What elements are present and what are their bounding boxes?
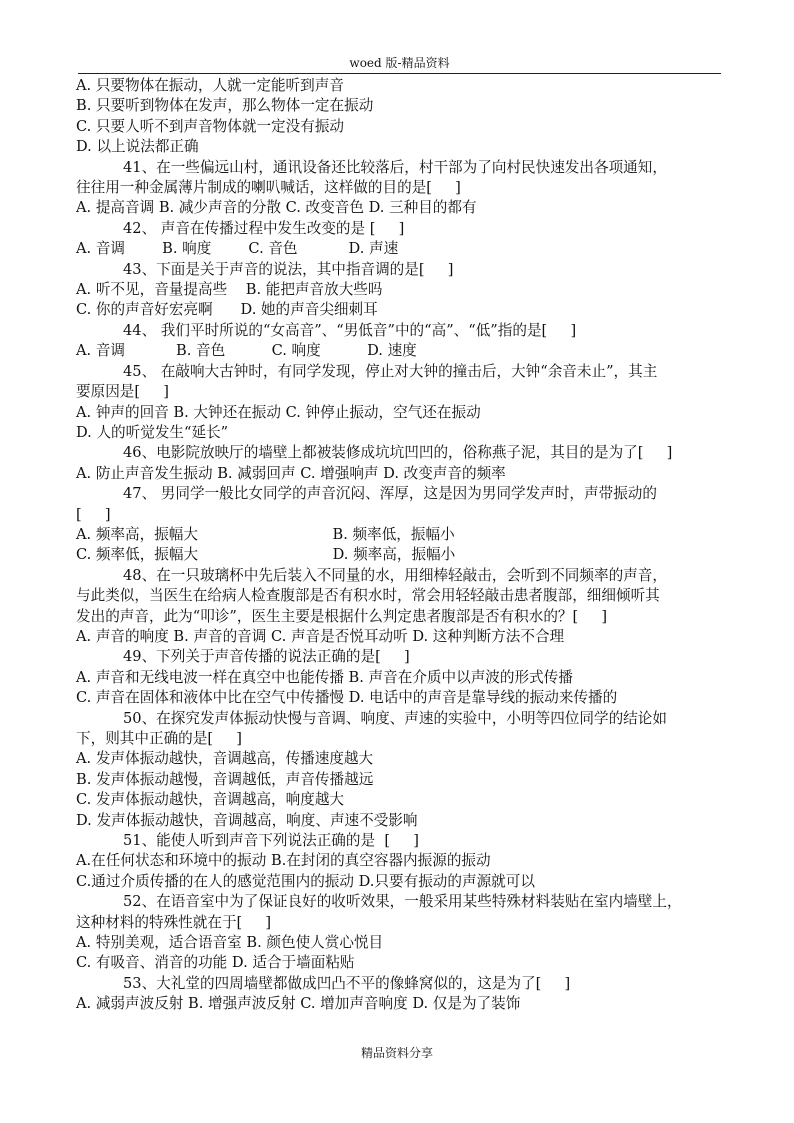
- text-line: D. 发声体振动越快，音调越高，响度、声速不受影响: [76, 811, 418, 829]
- question-line: 44、 我们平时所说的“女高音”、“男低音”中的“高”、“低”指的是[ ]: [123, 321, 577, 339]
- text-line: A. 只要物体在振动，人就一定能听到声音: [76, 77, 344, 94]
- text-line: C. 频率低，振幅大 D. 频率高，振幅小: [76, 546, 456, 564]
- question-line: 53、大礼堂的四周墙壁都做成凹凸不平的像蜂窝似的，这是为了[ ]: [123, 974, 571, 992]
- question-line: 46、电影院放映厅的墙壁上都被装修成坑坑凹凹的，俗称燕子泥，其目的是为了[ ]: [123, 444, 673, 462]
- question-line: 41、在一些偏远山村，通讯设备还比较落后，村干部为了向村民快速发出各项通知，: [123, 158, 667, 176]
- question-line: 48、在一只玻璃杯中先后装入不同量的水，用细棒轻敲击，会听到不同频率的声音，: [123, 566, 667, 584]
- question-line: 47、 男同学一般比女同学的声音沉闷、浑厚，这是因为男同学发声时，声带振动的: [123, 485, 657, 503]
- text-line: A.在任何状态和环境中的振动 B.在封闭的真空容器内振源的振动: [76, 852, 491, 870]
- text-line: A. 提高音调 B. 减少声音的分散 C. 改变音色 D. 三种目的都有: [76, 199, 477, 217]
- question-line: 51、能使人听到声音下列说法正确的是 [ ]: [123, 832, 419, 850]
- text-line: C. 声音在固体和液体中比在空气中传播慢 D. 电话中的声音是靠导线的振动来传播的: [76, 689, 618, 707]
- text-line: 这种材料的特殊性就在于[ ]: [76, 913, 272, 931]
- text-line: A. 发声体振动越快，音调越高，传播速度越大: [76, 750, 374, 768]
- text-line: A. 音调 B. 音色 C. 响度 D. 速度: [76, 342, 417, 360]
- text-line: A. 听不见，音量提高些 B. 能把声音放大些吗: [76, 281, 383, 299]
- text-line: C. 发声体振动越快，音调越高，响度越大: [76, 791, 345, 809]
- text-line: 发出的声音，此为“叩诊”，医生主要是根据什么判定患者腹部是否有积水的？[ ]: [76, 607, 608, 625]
- document-body: [76, 76, 724, 1015]
- text-line: A. 声音和无线电波一样在真空中也能传播 B. 声音在介质中以声波的形式传播: [76, 668, 573, 686]
- page-header: woed 版-精品资料: [78, 55, 721, 74]
- text-line: 要原因是[ ]: [76, 383, 169, 401]
- text-line: 下，则其中正确的是[ ]: [76, 730, 242, 747]
- text-line: A. 声音的响度 B. 声音的音调 C. 声音是否悦耳动听 D. 这种判断方法不合理: [76, 627, 565, 645]
- text-line: A. 音调 B. 响度 C. 音色 D. 声速: [76, 240, 399, 258]
- text-line: D. 人的听觉发生“延长”: [76, 423, 229, 441]
- text-line: 与此类似，当医生在给病人检查腹部是否有积水时，常会用轻轻敲击患者腹部，细细倾听其: [76, 587, 660, 605]
- question-line: 45、 在敲响大古钟时，有同学发现，停止对大钟的撞击后，大钟“余音未止”，其主: [123, 362, 658, 380]
- text-line: B. 只要听到物体在发声，那么物体一定在振动: [76, 97, 374, 115]
- question-line: 42、 声音在传播过程中发生改变的是 [ ]: [123, 219, 405, 237]
- text-line: C. 你的声音好宏亮啊 D. 她的声音尖细刺耳: [76, 301, 378, 319]
- text-line: C. 有吸音、消音的功能 D. 适合于墙面粘贴: [76, 954, 355, 972]
- text-line: A. 减弱声波反射 B. 增强声波反射 C. 增加声音响度 D. 仅是为了装饰: [76, 995, 521, 1013]
- text-line: C.通过介质传播的在人的感觉范围内的振动 D.只要有振动的声源就可以: [76, 872, 535, 890]
- text-line: A. 钟声的回音 B. 大钟还在振动 C. 钟停止振动，空气还在振动: [76, 403, 481, 421]
- question-line: 49、下列关于声音传播的说法正确的是[ ]: [123, 648, 410, 666]
- text-line: A. 防止声音发生振动 B. 减弱回声 C. 增强响声 D. 改变声音的频率: [76, 464, 506, 482]
- question-line: 52、在语音室中为了保证良好的收听效果，一般采用某些特殊材料装贴在室内墙壁上，: [123, 893, 682, 911]
- text-line: 往往用一种金属薄片制成的喇叭喊话，这样做的目的是[ ]: [76, 179, 461, 197]
- text-line: A. 特别美观，适合语音室 B. 颜色使人赏心悦目: [76, 934, 384, 952]
- text-line: C. 只要人听不到声音物体就一定没有振动: [76, 117, 345, 135]
- text-line: A. 频率高，振幅大 B. 频率低，振幅小: [76, 525, 455, 543]
- question-line: 43、下面是关于声音的说法，其中指音调的是[ ]: [123, 260, 454, 278]
- text-line: [ ]: [76, 505, 111, 523]
- question-line: 50、在探究发声体振动快慢与音调、响度、声速的实验中，小明等四位同学的结论如: [123, 709, 667, 727]
- page-footer: 精品资料分享: [360, 1046, 433, 1060]
- text-line: B. 发声体振动越慢，音调越低，声音传播越远: [76, 770, 374, 788]
- text-line: D. 以上说法都正确: [76, 138, 199, 156]
